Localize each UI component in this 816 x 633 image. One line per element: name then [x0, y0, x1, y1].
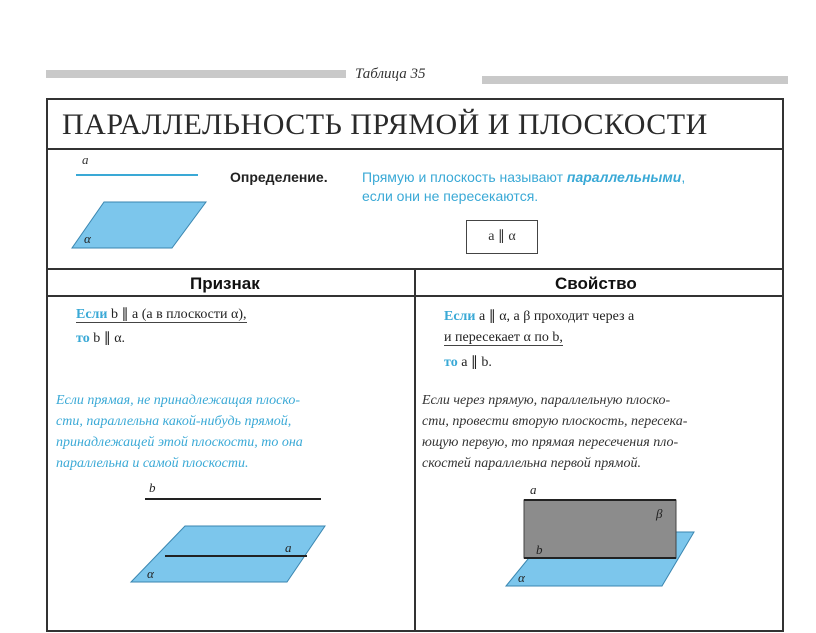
column-heading-sign: Признак: [190, 274, 260, 293]
heading-divider: [48, 295, 782, 297]
line-b-label: b: [149, 480, 156, 495]
plane-beta: [524, 500, 676, 558]
property-statement-line: скостей параллельна первой прямой.: [422, 456, 641, 471]
table-number-label: Таблица 35: [355, 66, 426, 82]
page-title: ПАРАЛЛЕЛЬНОСТЬ ПРЯМОЙ И ПЛОСКОСТИ: [62, 108, 708, 141]
column-divider: [414, 270, 416, 632]
line-a-label: a: [530, 482, 537, 497]
line-a-label: a: [82, 152, 89, 167]
plane-alpha-label: α: [84, 231, 91, 246]
sign-condition-line1: [76, 306, 247, 323]
property-statement-line: Если через прямую, параллельную плоско-: [422, 393, 671, 408]
plane-alpha-label: α: [147, 566, 154, 581]
header-rule-right: [482, 76, 788, 84]
sign-conclusion-text: b ∥ α.: [89, 331, 126, 346]
sign-statement: [56, 390, 408, 474]
sign-conclusion: [76, 330, 125, 347]
property-conclusion: [444, 354, 492, 371]
sign-condition-underlined: [76, 307, 247, 323]
sign-then-keyword: то: [76, 331, 90, 346]
property-figure: [500, 482, 705, 594]
property-condition-line1: [444, 308, 634, 325]
sign-statement-line: параллельна и самой плоскости.: [56, 456, 249, 471]
sign-statement-line: сти, параллельна какой-нибудь прямой,: [56, 414, 292, 429]
plane-alpha: [72, 202, 206, 248]
property-statement: [422, 390, 782, 474]
column-heading-property: Свойство: [555, 274, 637, 293]
notation-box: a ∥ α: [466, 220, 538, 254]
property-if-keyword: Если: [444, 309, 476, 324]
property-condition-text: a ∥ α, а β проходит через a: [475, 309, 635, 324]
plane-beta-label: β: [656, 506, 663, 521]
sign-condition-text: b ∥ a (a в плоскости α),: [107, 307, 247, 322]
sign-statement-line: Если прямая, не принадлежащая плоско-: [56, 393, 301, 408]
definition-text-start: Прямую и плоскость называют: [362, 169, 567, 185]
definition-label: Определение.: [230, 169, 328, 185]
property-condition-line2: [444, 330, 563, 346]
definition-figure: [60, 150, 220, 265]
sign-if-keyword: Если: [76, 307, 108, 322]
plane-alpha: [131, 526, 325, 582]
property-statement-line: сти, провести вторую плоскость, пересека-: [422, 414, 688, 429]
property-statement-line: ющую первую, то прямая пересечения пло-: [422, 435, 679, 450]
sign-statement-line: принадлежащей этой плоскости, то она: [56, 435, 303, 450]
definition-text-line2: если они не пересекаются.: [362, 188, 539, 204]
plane-alpha-label: α: [518, 570, 525, 585]
line-b-label: b: [536, 542, 543, 557]
property-then-keyword: то: [444, 355, 458, 370]
property-conclusion-text: a ∥ b.: [457, 355, 492, 370]
sign-figure: [125, 478, 345, 590]
header-rule-left: [46, 70, 346, 78]
definition-text-line1: [362, 169, 685, 185]
line-a-label: a: [285, 540, 292, 555]
definition-term: параллельными: [566, 169, 682, 185]
definition-text-end: ,: [681, 169, 686, 185]
property-condition-line2-text: и пересекает α по b,: [444, 330, 563, 345]
